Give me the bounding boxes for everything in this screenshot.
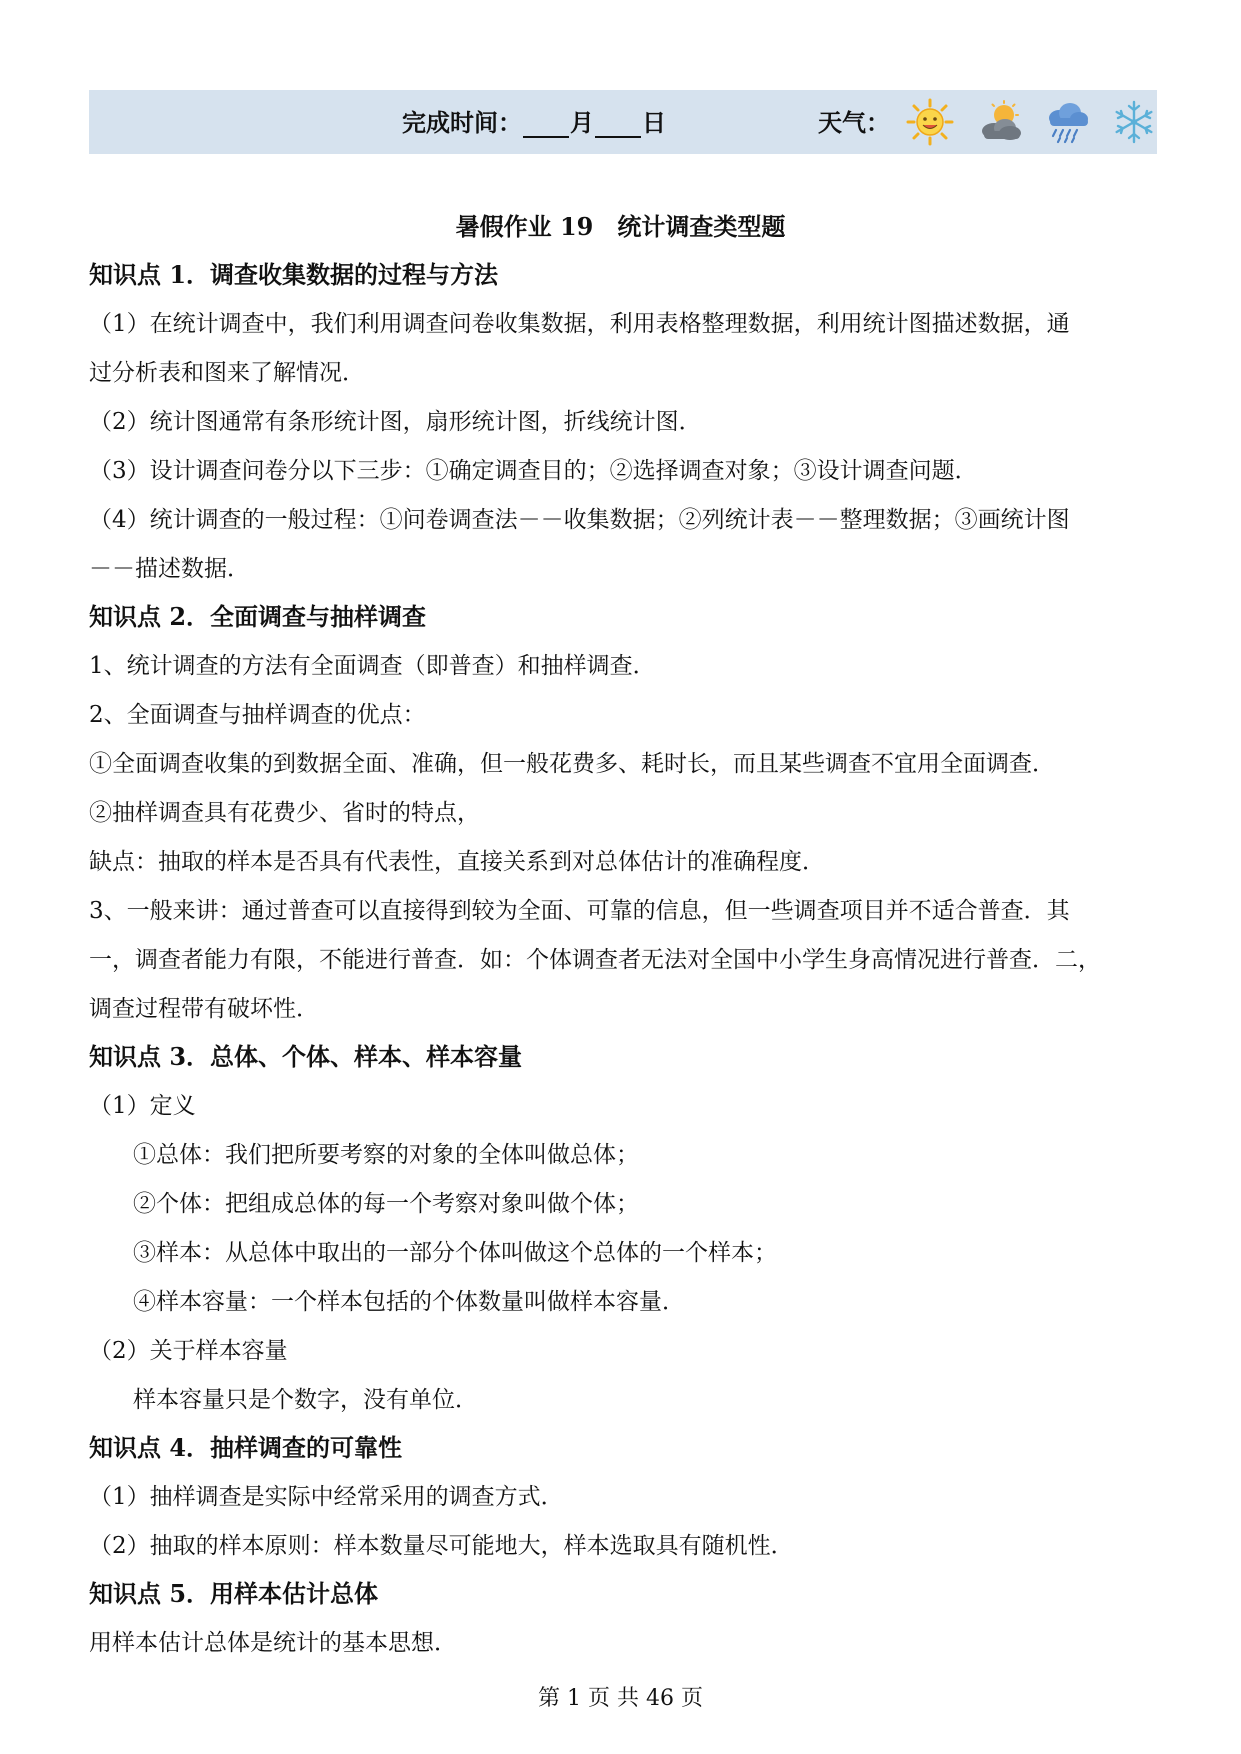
- knowledge-point-2-heading: 知识点 2．全面调查与抽样调查: [89, 602, 427, 631]
- paragraph-line: 1、统计调查的方法有全面调查（即普查）和抽样调查．: [89, 653, 656, 679]
- sunny-icon: [906, 98, 954, 146]
- definition-line: ②个体：把组成总体的每一个考察对象叫做个体；: [133, 1191, 639, 1217]
- paragraph-line: （2）统计图通常有条形统计图，扇形统计图，折线统计图．: [89, 409, 702, 435]
- paragraph-line: 2、全面调查与抽样调查的优点：: [89, 702, 426, 728]
- paragraph-line: 用样本估计总体是统计的基本思想．: [89, 1630, 457, 1656]
- paragraph-line: （4）统计调查的一般过程：①问卷调查法－－收集数据；②列统计表－－整理数据；③画统计图: [89, 507, 1070, 533]
- page-number: 第 1 页 共 46 页: [538, 1686, 703, 1711]
- partly-cloudy-icon: [976, 98, 1024, 146]
- knowledge-point-5-heading: 知识点 5．用样本估计总体: [89, 1579, 379, 1608]
- paragraph-line: 3、一般来讲：通过普查可以直接得到较为全面、可靠的信息，但一些调查项目并不适合普查．其: [89, 898, 1070, 924]
- definition-line: ④样本容量：一个样本包括的个体数量叫做样本容量．: [133, 1289, 685, 1315]
- day-label: 日: [642, 108, 666, 137]
- paragraph-line: （1）定义: [89, 1093, 196, 1119]
- paragraph-line: －－描述数据．: [89, 556, 250, 582]
- definition-line: ①总体：我们把所要考察的对象的全体叫做总体；: [133, 1142, 639, 1168]
- paragraph-line: ①全面调查收集的到数据全面、准确，但一般花费多、耗时长，而且某些调查不宜用全面调查．: [89, 751, 1055, 777]
- paragraph-line: 过分析表和图来了解情况．: [89, 360, 365, 386]
- knowledge-point-3-heading: 知识点 3．总体、个体、样本、样本容量: [89, 1042, 523, 1071]
- paragraph-line: ②抽样调查具有花费少、省时的特点，: [89, 800, 480, 826]
- paragraph-line: （1）在统计调查中，我们利用调查问卷收集数据，利用表格整理数据，利用统计图描述数据，通: [89, 311, 1070, 337]
- paragraph-line: 调查过程带有破坏性．: [89, 996, 319, 1022]
- snowflake-icon: [1110, 98, 1158, 146]
- month-blank: [523, 114, 569, 138]
- day-blank: [595, 114, 641, 138]
- weather-label: 天气：: [818, 108, 890, 137]
- paragraph-line: 样本容量只是个数字，没有单位．: [133, 1387, 478, 1413]
- knowledge-point-1-heading: 知识点 1．调查收集数据的过程与方法: [89, 260, 499, 289]
- rain-icon: [1044, 98, 1092, 146]
- definition-line: ③样本：从总体中取出的一部分个体叫做这个总体的一个样本；: [133, 1240, 777, 1266]
- month-label: 月: [570, 108, 594, 137]
- page-title: 暑假作业 19 统计调查类型题: [455, 212, 786, 241]
- paragraph-line: （2）关于样本容量: [89, 1338, 288, 1364]
- paragraph-line: 缺点：抽取的样本是否具有代表性，直接关系到对总体估计的准确程度．: [89, 849, 825, 875]
- completion-label: 完成时间：: [402, 108, 522, 137]
- completion-time: [402, 108, 666, 138]
- paragraph-line: （3）设计调查问卷分以下三步：①确定调查目的；②选择调查对象；③设计调查问题．: [89, 458, 978, 484]
- knowledge-point-4-heading: 知识点 4．抽样调查的可靠性: [89, 1433, 403, 1462]
- paragraph-line: 一，调查者能力有限，不能进行普查．如：个体调查者无法对全国中小学生身高情况进行普查．二，: [89, 947, 1101, 973]
- paragraph-line: （2）抽取的样本原则：样本数量尽可能地大，样本选取具有随机性．: [89, 1533, 794, 1559]
- paragraph-line: （1）抽样调查是实际中经常采用的调查方式．: [89, 1484, 564, 1510]
